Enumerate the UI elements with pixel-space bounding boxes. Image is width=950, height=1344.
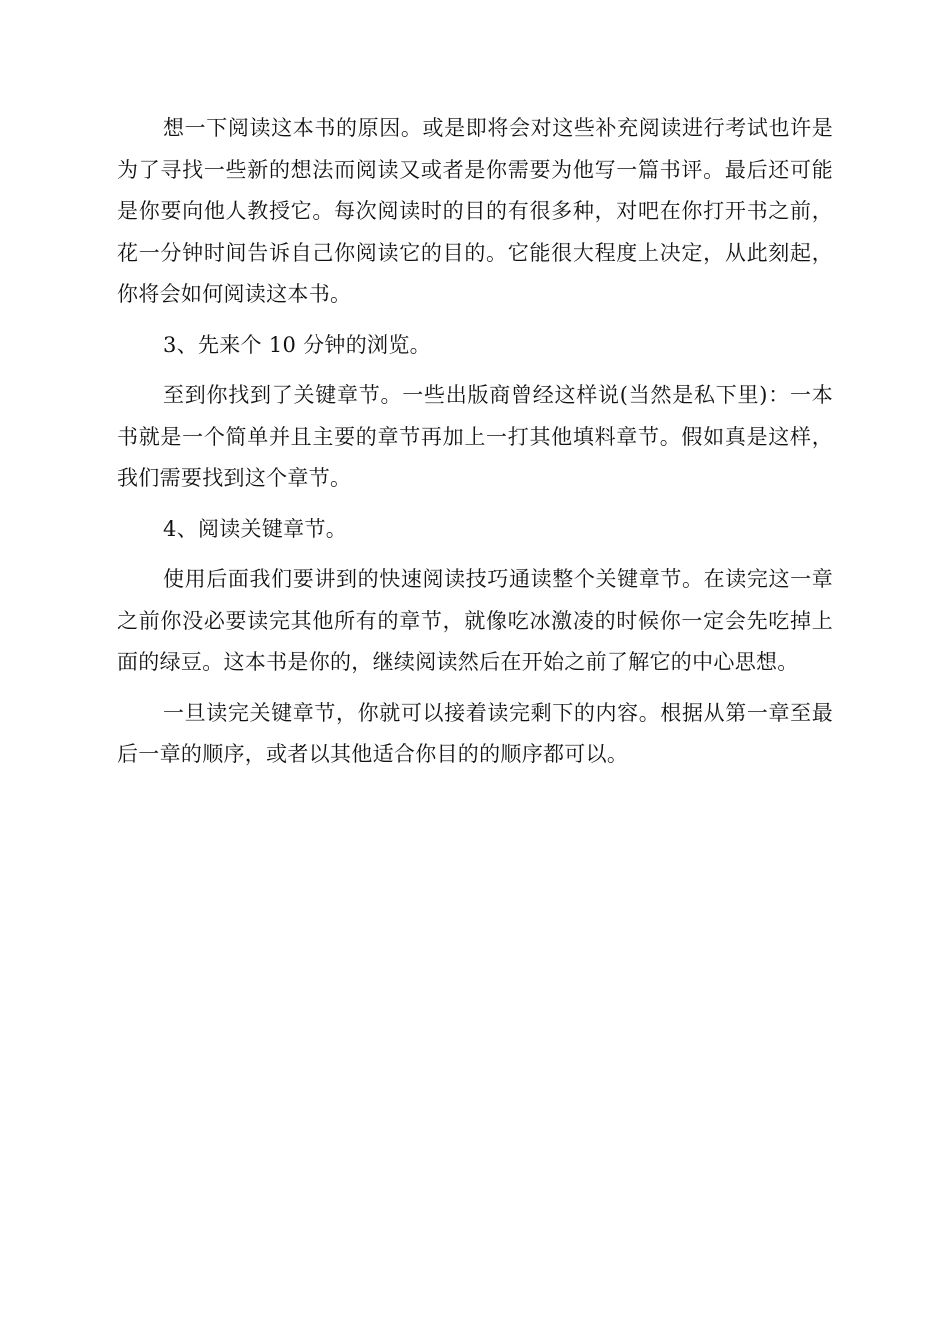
paragraph-read-remaining: 一旦读完关键章节，你就可以接着读完剩下的内容。根据从第一章至最后一章的顺序，或者以其他适合你目的的顺序都可以。 bbox=[117, 700, 833, 766]
heading-step-4: 4、阅读关键章节。 bbox=[163, 516, 348, 541]
heading-step-3: 3、先来个 10 分钟的浏览。 bbox=[163, 332, 431, 357]
paragraph-find-key-chapter: 至到你找到了关键章节。一些出版商曾经这样说(当然是私下里)：一本书就是一个简单并且主要的章节再加上一打其他填料章节。假如真是这样，我们需要找到这个章节。 bbox=[117, 383, 833, 490]
document-body bbox=[117, 108, 833, 785]
paragraph-read-key-chapter: 使用后面我们要讲到的快速阅读技巧通读整个关键章节。在读完这一章之前你没必要读完其他所有的章节，就像吃冰激凌的时候你一定会先吃掉上面的绿豆。这本书是你的，继续阅读然后在开始之前了解它的中心思想。 bbox=[117, 567, 833, 674]
paragraph-reading-purpose: 想一下阅读这本书的原因。或是即将会对这些补充阅读进行考试也许是为了寻找一些新的想法而阅读又或者是你需要为他写一篇书评。最后还可能是你要向他人教授它。每次阅读时的目的有很多种，对吧在你打开书之前，花一分钟时间告诉自己你阅读它的目的。它能很大程度上决定，从此刻起，你将会如何阅读这本书。 bbox=[117, 116, 833, 306]
